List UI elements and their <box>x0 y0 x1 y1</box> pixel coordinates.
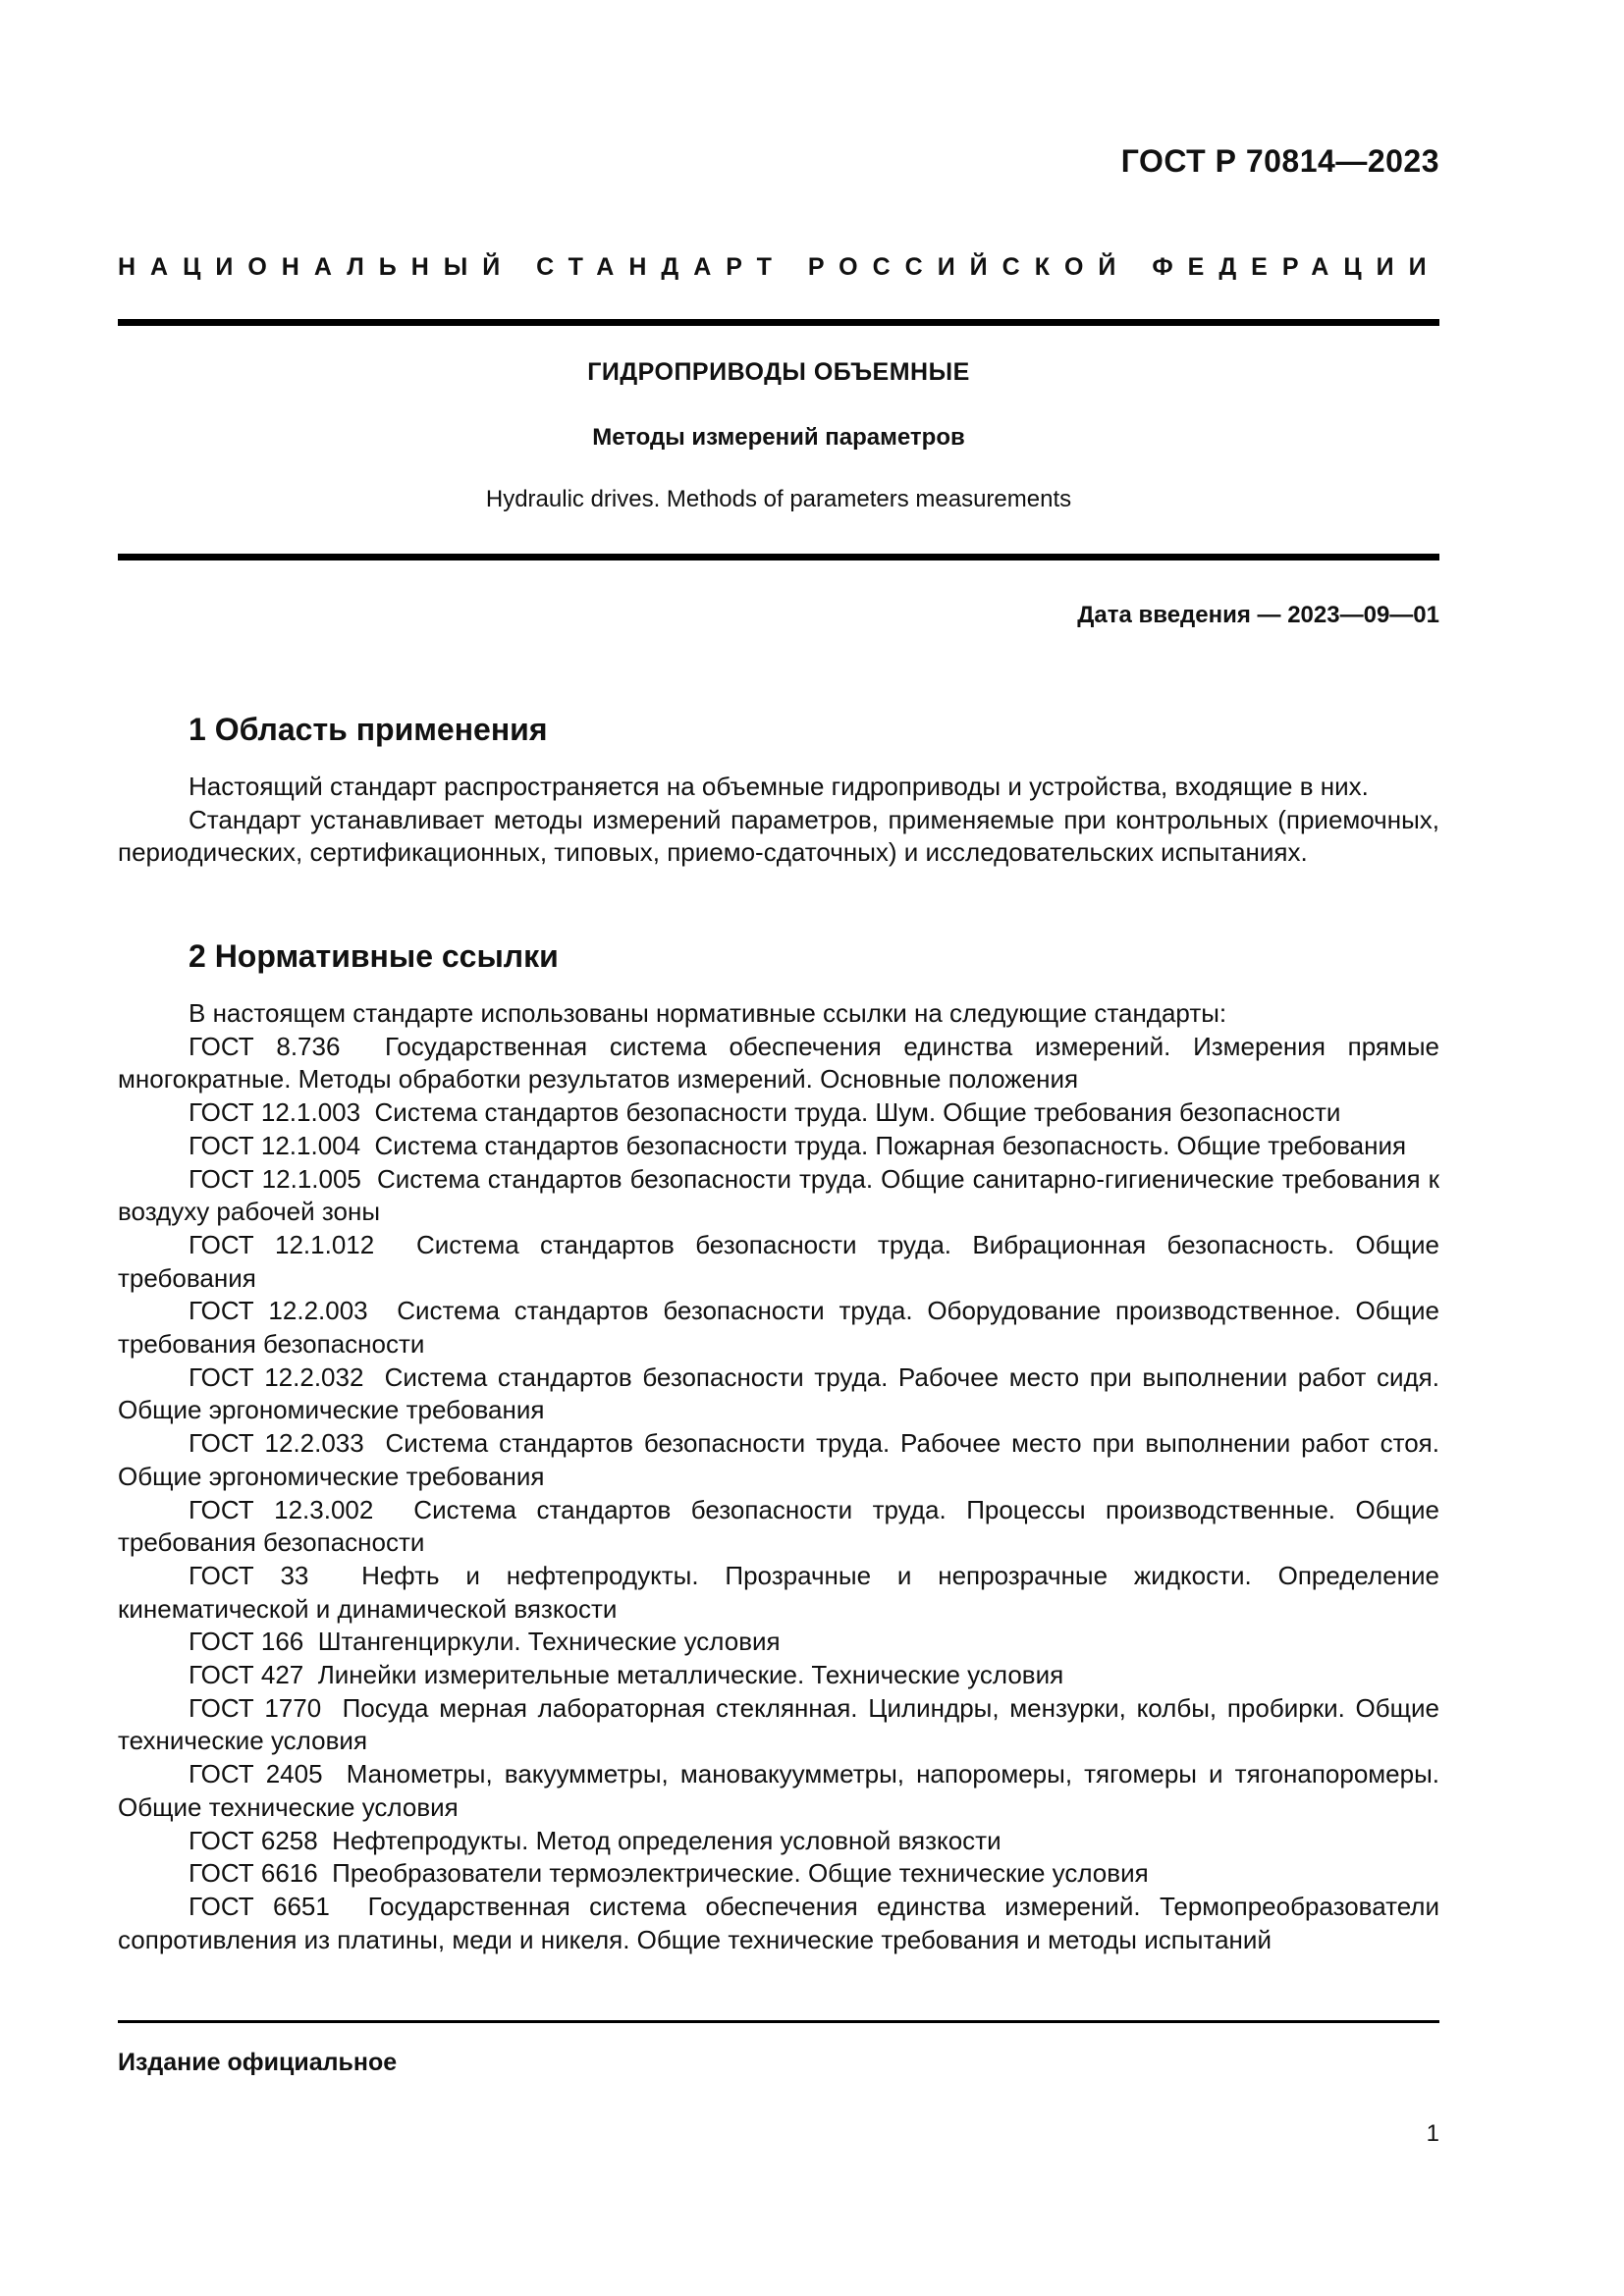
reference-item <box>118 1891 1439 1956</box>
reference-item <box>118 1362 1439 1427</box>
standard-english-title: Hydraulic drives. Methods of parameters measurements <box>485 486 1072 512</box>
reference-title: Система стандартов безопасности труда. Шум. Общие требования безопасности <box>374 1097 1341 1128</box>
title-divider <box>118 554 1439 561</box>
reference-title: Штангенциркули. Технические условия <box>317 1627 781 1657</box>
reference-code: ГОСТ 1770 <box>189 1692 322 1723</box>
reference-code: ГОСТ 12.1.012 <box>189 1229 375 1259</box>
reference-item <box>118 1758 1439 1824</box>
introduction-date: Дата введения — 2023—09—01 <box>1077 602 1439 628</box>
reference-item <box>118 1692 1439 1758</box>
reference-title: Система стандартов безопасности труда. Рабочее место при выполнении работ сидя. Общие эргономические требования <box>118 1362 1439 1425</box>
paragraph: Настоящий стандарт распространяется на объемные гидроприводы и устройства, входящие в них. <box>189 772 1369 801</box>
reference-title: Система стандартов безопасности труда. Оборудование производственное. Общие требования безопасности <box>118 1296 1439 1360</box>
reference-item <box>118 1130 1439 1163</box>
reference-item <box>118 1825 1439 1858</box>
footer-divider <box>118 2020 1439 2023</box>
reference-code: ГОСТ 12.1.005 <box>189 1163 361 1194</box>
reference-item <box>118 1229 1439 1295</box>
reference-item <box>118 1295 1439 1361</box>
national-standard-title: НАЦИОНАЛЬНЫЙ СТАНДАРТ РОССИЙСКОЙ ФЕДЕРАЦИИ <box>118 253 1441 281</box>
reference-code: ГОСТ 33 <box>189 1560 309 1590</box>
reference-code: ГОСТ 427 <box>189 1660 304 1690</box>
reference-code: ГОСТ 12.2.033 <box>189 1428 364 1459</box>
reference-code: ГОСТ 6616 <box>189 1858 318 1889</box>
reference-title: Линейки измерительные металлические. Технические условия <box>317 1660 1064 1690</box>
paragraph: Стандарт устанавливает методы измерений параметров, применяемые при контрольных (приемочных, периодических, сертификационных, типовых, приемо-сдаточных) и исследовательских испытаниях. <box>118 804 1439 868</box>
reference-item <box>118 1659 1439 1692</box>
reference-title: Система стандартов безопасности труда. Общие санитарно-гигиенические требования к воздуху рабочей зоны <box>118 1163 1439 1227</box>
reference-code: ГОСТ 166 <box>189 1627 304 1657</box>
reference-code: ГОСТ 2405 <box>189 1759 323 1789</box>
reference-title: Система стандартов безопасности труда. Пожарная безопасность. Общие требования <box>374 1130 1407 1160</box>
reference-title: Нефтепродукты. Метод определения условной вязкости <box>332 1825 1001 1855</box>
reference-title: Государственная система обеспечения единства измерений. Измерения прямые многократные. Методы обработки результатов измерений. Основные положения <box>118 1031 1439 1095</box>
reference-code: ГОСТ 8.736 <box>189 1031 341 1061</box>
section-body-scope <box>118 771 1439 870</box>
reference-item <box>118 1031 1439 1096</box>
reference-code: ГОСТ 12.2.032 <box>189 1362 364 1392</box>
section-heading-scope: 1 Область применения <box>189 712 548 747</box>
reference-code: ГОСТ 6651 <box>189 1891 330 1921</box>
reference-item <box>118 1494 1439 1560</box>
reference-code: ГОСТ 12.3.002 <box>189 1494 374 1524</box>
standard-title: ГИДРОПРИВОДЫ ОБЪЕМНЫЕ <box>587 358 970 386</box>
reference-code: ГОСТ 6258 <box>189 1825 318 1855</box>
standard-subtitle: Методы измерений параметров <box>592 424 965 451</box>
page-number: 1 <box>1426 2120 1439 2147</box>
section-heading-normative-references: 2 Нормативные ссылки <box>189 938 559 974</box>
reference-code: ГОСТ 12.2.003 <box>189 1296 368 1326</box>
reference-item <box>118 1857 1439 1891</box>
document-code: ГОСТ Р 70814—2023 <box>1120 143 1439 179</box>
reference-title: Манометры, вакуумметры, мановакуумметры, напоромеры, тягомеры и тягонапоромеры. Общие технические условия <box>118 1759 1439 1822</box>
reference-code: ГОСТ 12.1.003 <box>189 1097 361 1128</box>
edition-label: Издание официальное <box>118 2049 398 2076</box>
reference-title: Нефть и нефтепродукты. Прозрачные и непрозрачные жидкости. Определение кинематической и динамической вязкости <box>118 1560 1439 1624</box>
reference-list <box>118 1031 1439 1957</box>
reference-item <box>118 1427 1439 1493</box>
reference-title: Преобразователи термоэлектрические. Общие технические условия <box>332 1858 1149 1889</box>
reference-title: Система стандартов безопасности труда. Процессы производственные. Общие требования безопасности <box>118 1494 1439 1558</box>
reference-title: Система стандартов безопасности труда. Вибрационная безопасность. Общие требования <box>118 1229 1439 1293</box>
reference-code: ГОСТ 12.1.004 <box>189 1130 361 1160</box>
reference-item <box>118 1560 1439 1626</box>
top-divider <box>118 319 1439 326</box>
references-intro: В настоящем стандарте использованы нормативные ссылки на следующие стандарты: <box>189 998 1227 1028</box>
reference-title: Государственная система обеспечения единства измерений. Термопреобразователи сопротивления из платины, меди и никеля. Общие технические требования и методы испытаний <box>118 1891 1440 1954</box>
reference-title: Посуда мерная лабораторная стеклянная. Цилиндры, мензурки, колбы, пробирки. Общие технические условия <box>118 1692 1440 1756</box>
section-body-normative-references <box>118 997 1439 1956</box>
reference-item <box>118 1163 1439 1229</box>
reference-item <box>118 1626 1439 1659</box>
reference-item <box>118 1096 1439 1130</box>
reference-title: Система стандартов безопасности труда. Рабочее место при выполнении работ стоя. Общие эргономические требования <box>118 1428 1439 1491</box>
